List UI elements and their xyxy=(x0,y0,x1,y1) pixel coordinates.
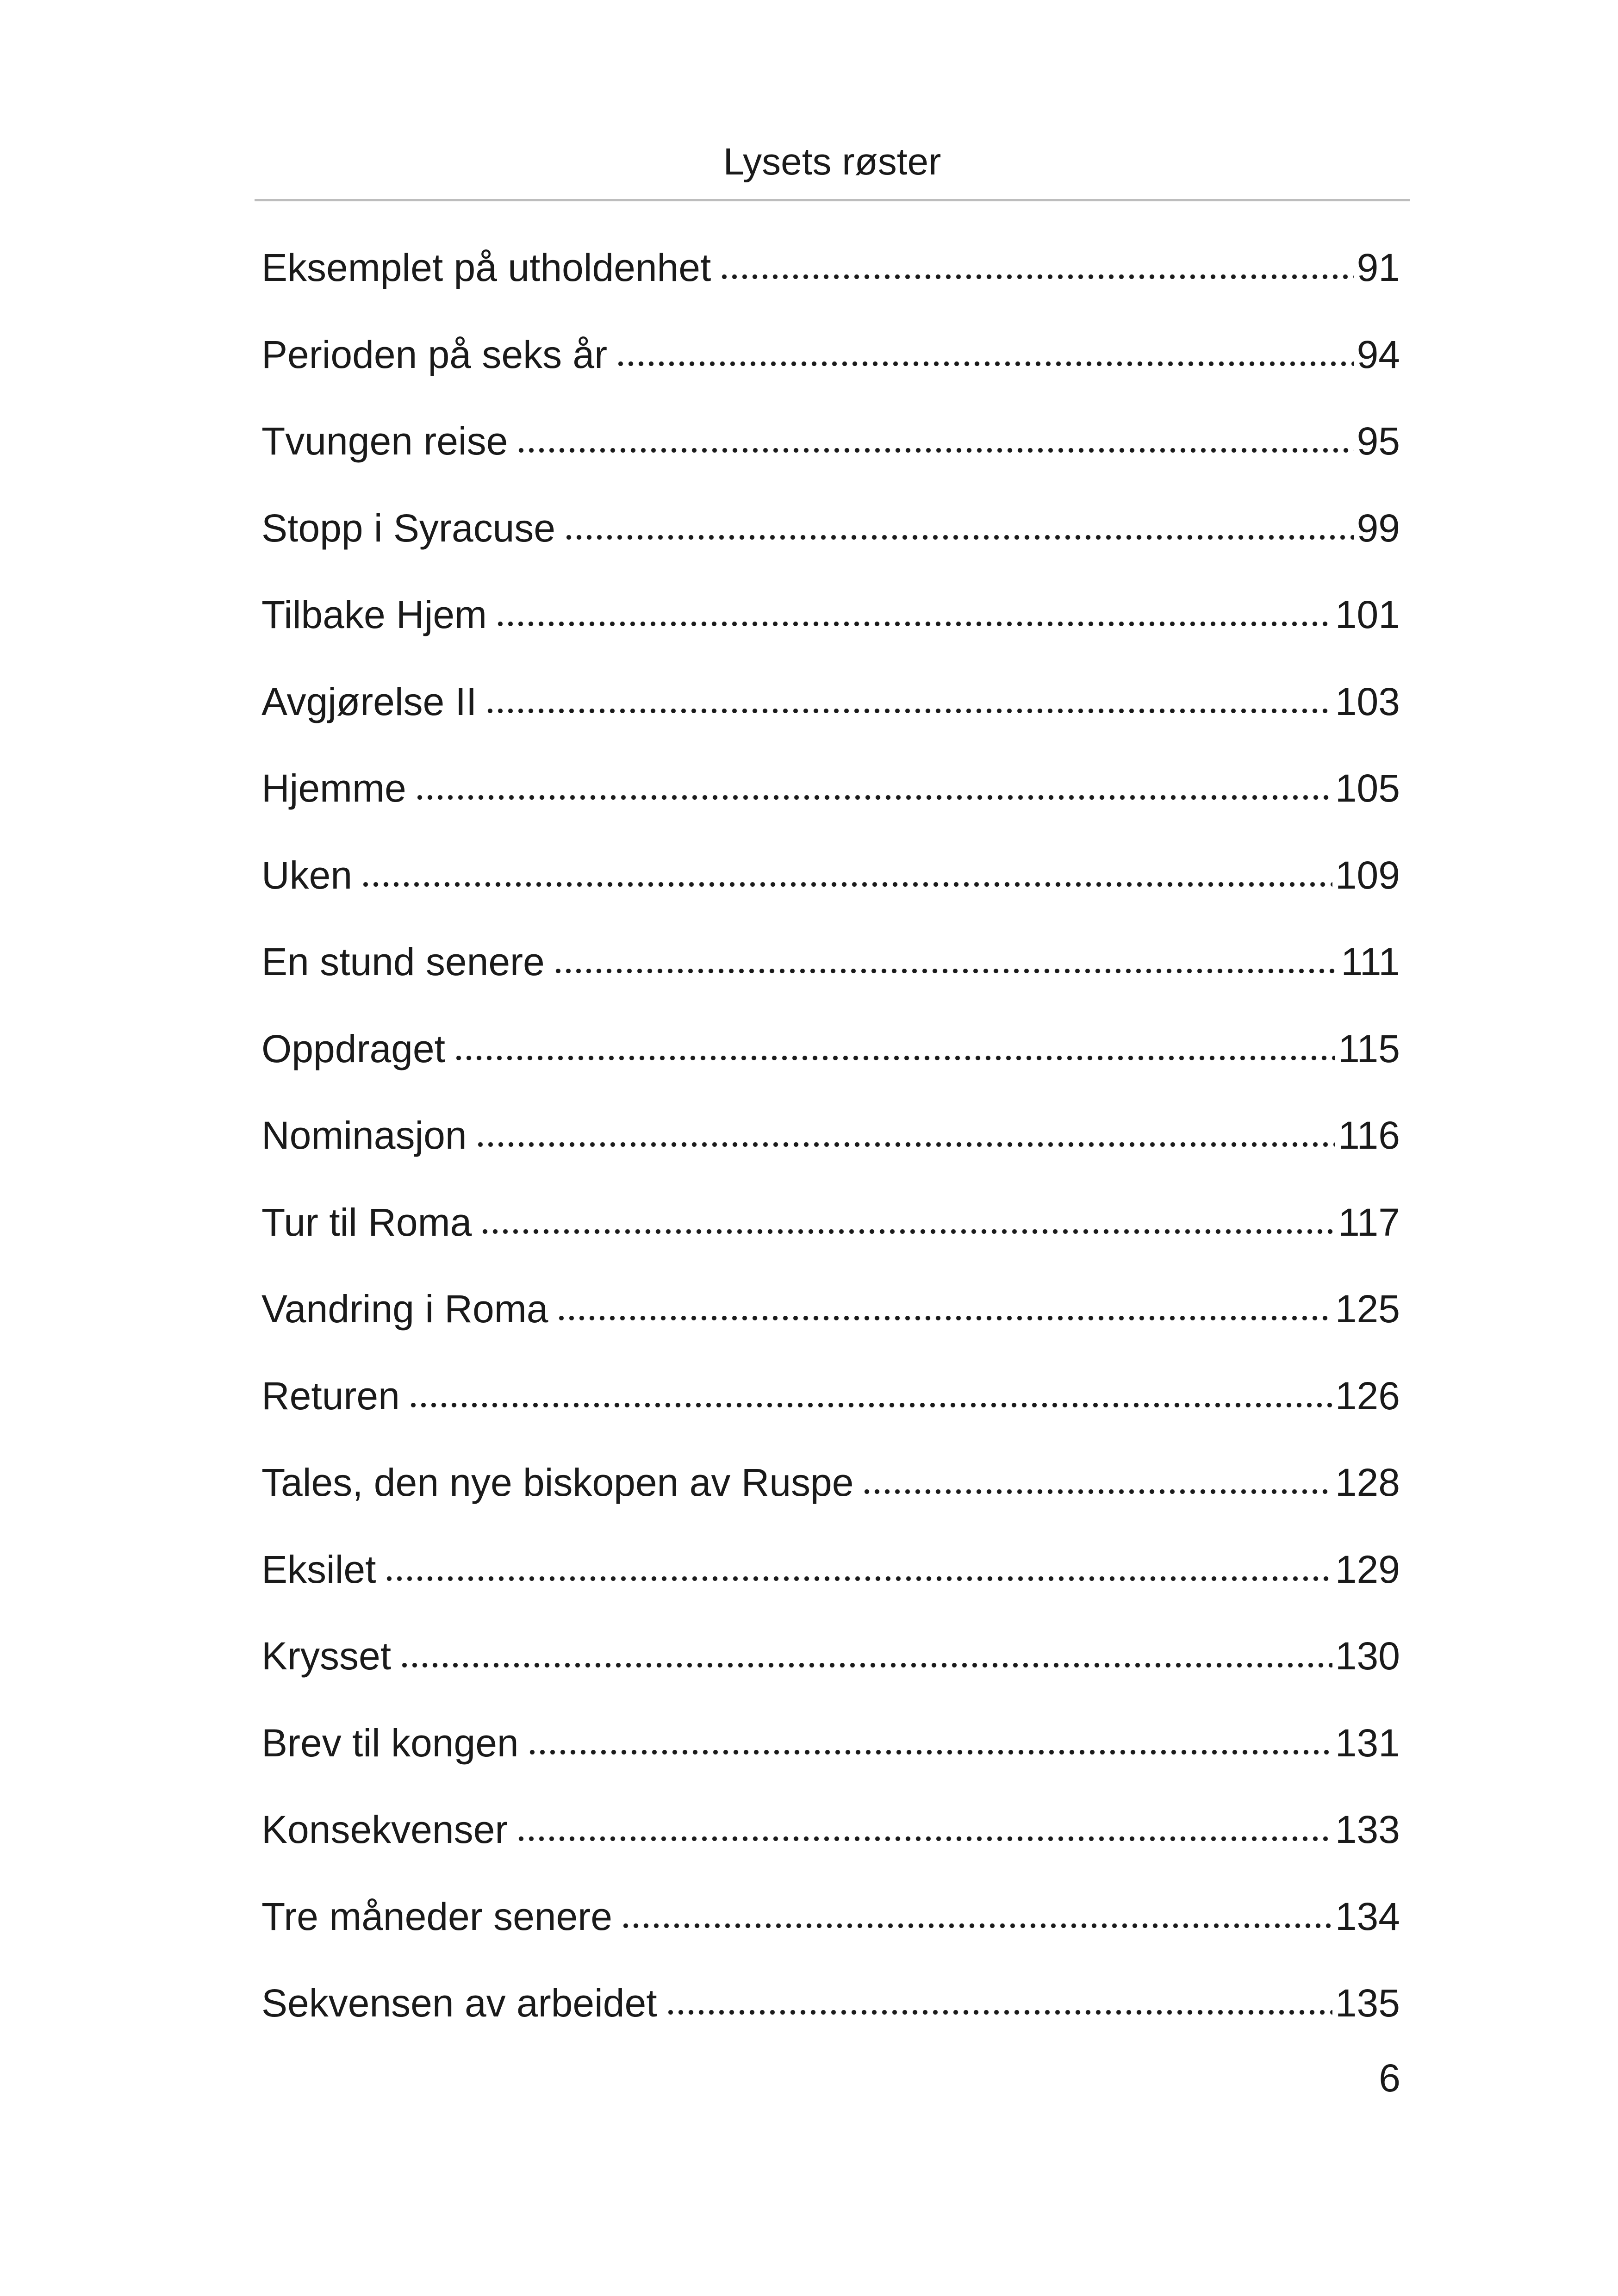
toc-entry-title: Vandring i Roma xyxy=(261,1287,548,1331)
dot-leader xyxy=(408,1403,1332,1407)
toc-entry-page: 109 xyxy=(1335,853,1400,897)
toc-entry-title: Stopp i Syracuse xyxy=(261,506,556,550)
toc-entry[interactable] xyxy=(261,1546,1400,1633)
toc-entry[interactable] xyxy=(261,1980,1400,2067)
dot-leader xyxy=(495,622,1332,626)
toc-entry-page: 94 xyxy=(1357,332,1400,376)
toc-entry[interactable] xyxy=(261,1112,1400,1199)
dot-leader xyxy=(516,448,1354,453)
toc-entry-page: 117 xyxy=(1338,1200,1400,1244)
dot-leader xyxy=(485,709,1332,713)
toc-entry-title: Tur til Roma xyxy=(261,1200,472,1244)
toc-entry-page: 125 xyxy=(1335,1287,1400,1331)
toc-entry-title: Tvungen reise xyxy=(261,419,508,463)
toc-entry-page: 103 xyxy=(1335,679,1400,723)
toc-entry[interactable] xyxy=(261,1893,1400,1980)
toc-entry-page: 116 xyxy=(1338,1114,1400,1157)
dot-leader xyxy=(564,535,1354,540)
header-divider xyxy=(255,199,1410,201)
toc-entry-page: 115 xyxy=(1338,1027,1400,1070)
toc-entry-title: Uken xyxy=(261,853,353,897)
dot-leader xyxy=(553,969,1338,973)
toc-entry-page: 133 xyxy=(1335,1808,1400,1851)
toc-entry-page: 99 xyxy=(1357,506,1400,550)
toc-entry-page: 105 xyxy=(1335,766,1400,810)
toc-entry[interactable] xyxy=(261,505,1400,592)
dot-leader xyxy=(862,1489,1332,1494)
toc-entry-title: Sekvensen av arbeidet xyxy=(261,1981,657,2025)
toc-entry-title: En stund senere xyxy=(261,940,545,983)
toc-entry-title: Nominasjon xyxy=(261,1114,467,1157)
toc-entry[interactable] xyxy=(261,1720,1400,1807)
dot-leader xyxy=(384,1576,1332,1581)
toc-entry-page: 101 xyxy=(1335,593,1400,636)
toc-entry-title: Brev til kongen xyxy=(261,1721,519,1765)
toc-entry-title: Eksemplet på utholdenhet xyxy=(261,246,711,289)
dot-leader xyxy=(475,1142,1336,1147)
toc-entry-title: Konsekvenser xyxy=(261,1808,508,1851)
toc-entry[interactable] xyxy=(261,1199,1400,1286)
toc-entry[interactable] xyxy=(261,591,1400,678)
dot-leader xyxy=(666,2010,1332,2015)
dot-leader xyxy=(527,1750,1332,1755)
toc-entry-page: 128 xyxy=(1335,1461,1400,1504)
toc-entry-page: 129 xyxy=(1335,1547,1400,1591)
toc-entry[interactable] xyxy=(261,244,1400,331)
toc-entry[interactable] xyxy=(261,678,1400,765)
dot-leader xyxy=(616,361,1354,366)
toc-entry-page: 126 xyxy=(1335,1374,1400,1418)
toc-entry[interactable] xyxy=(261,1633,1400,1720)
toc-entry[interactable] xyxy=(261,331,1400,418)
toc-entry-title: Oppdraget xyxy=(261,1027,445,1070)
toc-entry[interactable] xyxy=(261,418,1400,505)
toc-entry[interactable] xyxy=(261,765,1400,852)
dot-leader xyxy=(556,1316,1332,1320)
toc-entry[interactable] xyxy=(261,1026,1400,1113)
toc-entry-page: 130 xyxy=(1335,1634,1400,1678)
toc-entry-page: 91 xyxy=(1357,246,1400,289)
toc-entry-title: Tre måneder senere xyxy=(261,1894,612,1938)
running-header: Lysets røster xyxy=(723,141,941,183)
toc-entry[interactable] xyxy=(261,1286,1400,1373)
toc-entry-title: Tales, den nye biskopen av Ruspe xyxy=(261,1461,854,1504)
dot-leader xyxy=(415,795,1332,800)
toc-entry-title: Krysset xyxy=(261,1634,392,1678)
toc-entry-title: Avgjørelse II xyxy=(261,679,477,723)
toc-entry-title: Hjemme xyxy=(261,766,406,810)
toc-entry-page: 131 xyxy=(1335,1721,1400,1765)
dot-leader xyxy=(480,1229,1335,1234)
table-of-contents xyxy=(261,244,1400,2067)
toc-entry-title: Returen xyxy=(261,1374,400,1418)
toc-entry[interactable] xyxy=(261,1373,1400,1460)
dot-leader xyxy=(399,1663,1332,1668)
page-number: 6 xyxy=(1379,2056,1400,2100)
dot-leader xyxy=(454,1056,1335,1060)
toc-entry[interactable] xyxy=(261,852,1400,939)
toc-entry-title: Eksilet xyxy=(261,1547,376,1591)
toc-entry-title: Tilbake Hjem xyxy=(261,593,487,636)
dot-leader xyxy=(621,1923,1332,1928)
toc-entry-page: 134 xyxy=(1335,1894,1400,1938)
dot-leader xyxy=(516,1836,1332,1841)
toc-entry-page: 95 xyxy=(1357,419,1400,463)
toc-entry-title: Perioden på seks år xyxy=(261,332,608,376)
dot-leader xyxy=(361,882,1332,887)
toc-entry-page: 111 xyxy=(1341,940,1400,983)
toc-entry[interactable] xyxy=(261,939,1400,1026)
dot-leader xyxy=(719,274,1354,279)
toc-entry-page: 135 xyxy=(1335,1981,1400,2025)
toc-entry[interactable] xyxy=(261,1459,1400,1546)
toc-entry[interactable] xyxy=(261,1806,1400,1893)
